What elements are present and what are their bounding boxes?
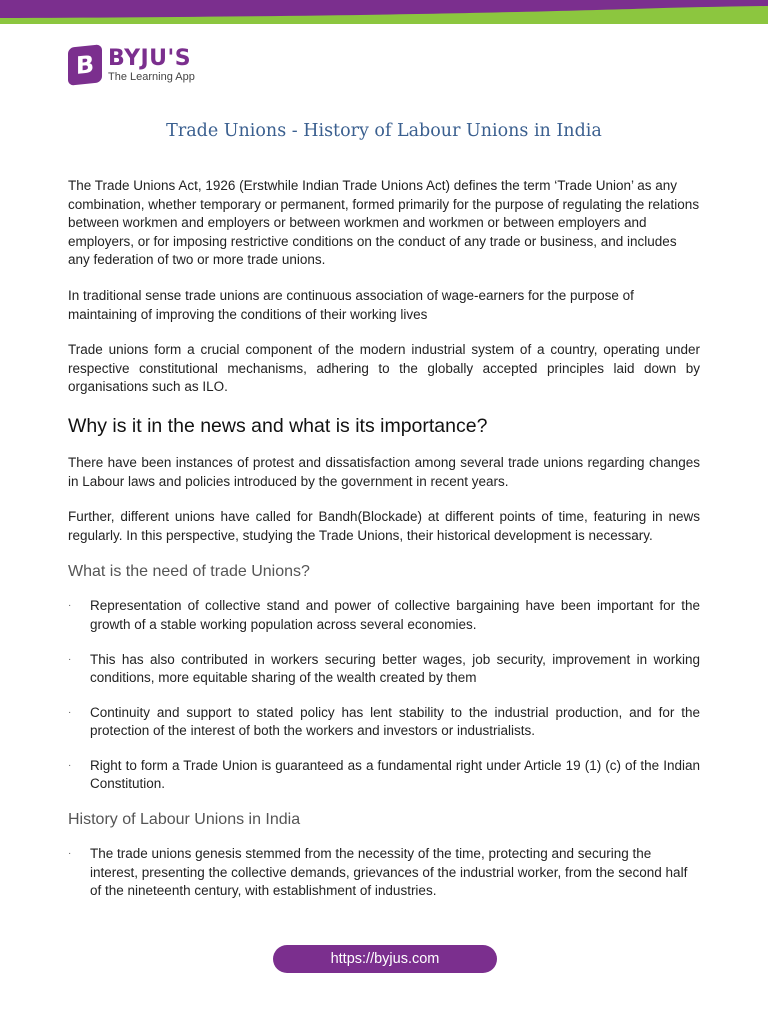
paragraph: Further, different unions have called for Bandh(Blockade) at different points of time, featuring in news regularly. In this perspective, studying the Trade Unions, their historical development is necessary. <box>68 509 700 543</box>
section-heading: Why is it in the news and what is its importance? <box>68 414 488 437</box>
list-item-text: This has also contributed in workers securing better wages, job security, improvement in working conditions, more equitable sharing of the wealth created by them <box>90 651 700 686</box>
paragraph: Trade unions form a crucial component of the modern industrial system of a country, operating under respective constitutional mechanisms, adhering to the globally accepted principles laid down by organisations such as ILO. <box>68 342 700 395</box>
bullet-icon: · <box>68 848 72 860</box>
paragraph: There have been instances of protest and dissatisfaction among several trade unions regarding changes in Labour laws and policies introduced by the government in recent years. <box>68 454 700 489</box>
list-item-text: Continuity and support to stated policy has lent stability to the industrial production, and for the protection of the interest of both the workers and investors or industrialists. <box>90 704 700 739</box>
paragraph: In traditional sense trade unions are continuous association of wage-earners for the purpose of maintaining of improving the conditions of their working lives <box>68 287 634 322</box>
need-list <box>68 597 700 794</box>
byjus-logo <box>68 46 195 84</box>
website-link[interactable]: https://byjus.com <box>273 945 497 973</box>
list-item-text: Representation of collective stand and power of collective bargaining have been important for the growth of a stable working population across several economies. <box>90 598 700 632</box>
list-item <box>68 597 700 634</box>
logo-tagline: The Learning App <box>108 70 195 83</box>
paragraph: The Trade Unions Act, 1926 (Erstwhile Indian Trade Unions Act) defines the term ‘Trade Union’ as any combination, whether temporary or permanent, formed primarily for the purpose of regulating the relations between workmen and employers or between workmen and workmen or between employers and employers, or for imposing restrictive conditions on the conduct of any trade or business, and includes any federation of two or more trade unions. <box>68 178 700 268</box>
history-list <box>68 845 700 901</box>
header-decoration <box>0 0 768 28</box>
list-item <box>68 845 700 901</box>
list-item <box>68 757 700 794</box>
bullet-icon: · <box>68 759 72 771</box>
list-item <box>68 651 700 688</box>
document-title: Trade Unions - History of Labour Unions in India <box>166 121 602 141</box>
document-body <box>68 177 700 917</box>
logo-name: BYJU'S <box>108 45 192 71</box>
bullet-icon: · <box>68 600 72 612</box>
subsection-heading-history: History of Labour Unions in India <box>68 811 301 829</box>
list-item-text: The trade unions genesis stemmed from the necessity of the time, protecting and securing the interest, presenting the collective demands, grievances of the industrial worker, from the second half of the nineteenth century, with establishment of industries. <box>90 846 688 899</box>
logo-mark-icon: B <box>68 44 102 86</box>
bullet-icon: · <box>68 706 72 718</box>
bullet-icon: · <box>68 653 72 665</box>
list-item <box>68 704 700 741</box>
list-item-text: Right to form a Trade Union is guaranteed as a fundamental right under Article 19 (1) (c) of the Indian Constitution. <box>90 757 700 792</box>
subsection-heading-need: What is the need of trade Unions? <box>68 563 310 581</box>
